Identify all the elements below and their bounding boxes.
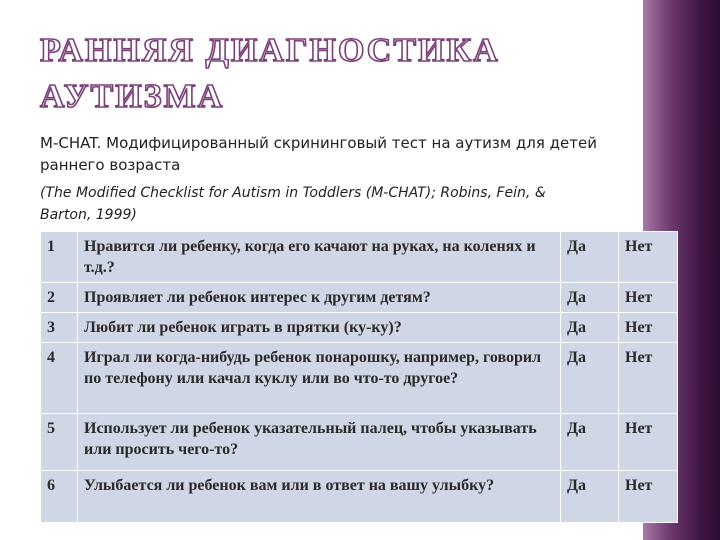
question-number: 1 xyxy=(41,232,78,283)
answer-no: Нет xyxy=(619,313,678,343)
answer-yes: Да xyxy=(561,343,619,414)
question-text: Играл ли когда-нибудь ребенок понарошку, например, говорил по телефону или качал куклу или во что-то другое? xyxy=(78,343,561,414)
question-text: Использует ли ребенок указательный палец, чтобы указывать или просить чего-то? xyxy=(78,414,561,471)
question-text: Улыбается ли ребенок вам или в ответ на вашу улыбку? xyxy=(78,471,561,523)
answer-no: Нет xyxy=(619,283,678,313)
question-number: 6 xyxy=(41,471,78,523)
slide-subtitle: M-CHAT. Модифицированный скрининговый тест на аутизм для детей раннего возраста xyxy=(40,134,597,174)
answer-yes: Да xyxy=(561,232,619,283)
answer-yes: Да xyxy=(561,283,619,313)
table-row xyxy=(41,471,678,523)
question-text: Любит ли ребенок играть в прятки (ку-ку)? xyxy=(78,313,561,343)
answer-no: Нет xyxy=(619,232,678,283)
table-row xyxy=(41,343,678,414)
answer-no: Нет xyxy=(619,471,678,523)
answer-no: Нет xyxy=(619,414,678,471)
question-number: 5 xyxy=(41,414,78,471)
table-row xyxy=(41,313,678,343)
citation-reference: (The Modified Checklist for Autism in Toddlers (M-CHAT); Robins, Fein, & Barton, 1999) xyxy=(40,185,546,223)
answer-yes: Да xyxy=(561,414,619,471)
question-text: Проявляет ли ребенок интерес к другим детям? xyxy=(78,283,561,313)
table-row xyxy=(41,232,678,283)
slide-title: РАННЯЯ ДИАГНОСТИКА АУТИЗМА xyxy=(40,32,500,115)
answer-no: Нет xyxy=(619,343,678,414)
mchat-questions-table xyxy=(40,231,678,523)
answer-yes: Да xyxy=(561,471,619,523)
question-text: Нравится ли ребенку, когда его качают на руках, на коленях и т.д.? xyxy=(78,232,561,283)
question-number: 2 xyxy=(41,283,78,313)
table-row xyxy=(41,283,678,313)
table-row xyxy=(41,414,678,471)
question-number: 4 xyxy=(41,343,78,414)
question-number: 3 xyxy=(41,313,78,343)
answer-yes: Да xyxy=(561,313,619,343)
